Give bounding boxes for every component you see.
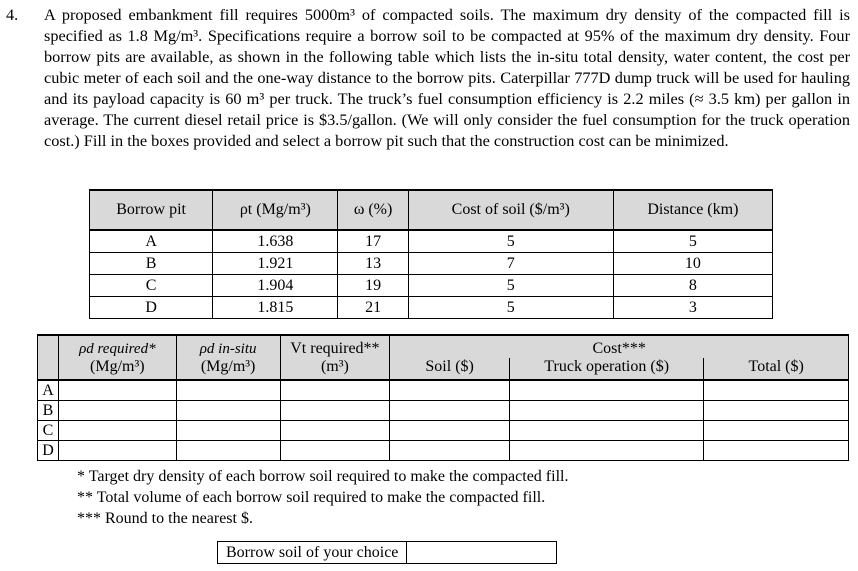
rho-required-label: ρd required* <box>79 340 156 357</box>
pit-name: B <box>90 253 213 275</box>
answer-table-header <box>38 335 849 358</box>
row-label: C <box>38 421 59 441</box>
table-row <box>38 401 849 421</box>
header-truck-operation: Truck operation ($) <box>509 358 703 380</box>
total-density: 1.638 <box>213 230 338 253</box>
rho-insitu-cell[interactable] <box>176 401 280 421</box>
water-content: 21 <box>338 297 408 319</box>
table-row <box>38 421 849 441</box>
table-row <box>38 441 849 461</box>
soil-cost: 5 <box>408 230 613 253</box>
rho-insitu-cell[interactable] <box>176 421 280 441</box>
water-content: 17 <box>338 230 408 253</box>
choice-answer-cell[interactable] <box>407 542 557 564</box>
choice-label: Borrow soil of your choice <box>218 542 407 564</box>
row-label: B <box>38 401 59 421</box>
soil-cost: 5 <box>408 297 613 319</box>
soil-cost-cell[interactable] <box>390 401 510 421</box>
choice-box <box>217 541 557 564</box>
header-total: Total ($) <box>704 358 849 380</box>
header-distance: Distance (km) <box>613 190 772 230</box>
truck-cost-cell[interactable] <box>509 380 703 401</box>
total-cost-cell[interactable] <box>704 441 849 461</box>
footnote-1: * Target dry density of each borrow soil required to make the compacted fill. <box>77 468 569 485</box>
rho-insitu-label: ρd in-situ <box>199 340 257 357</box>
total-cost-cell[interactable] <box>704 380 849 401</box>
truck-cost-cell[interactable] <box>509 401 703 421</box>
rho-required-cell[interactable] <box>58 401 176 421</box>
total-density: 1.921 <box>213 253 338 275</box>
pit-name: A <box>90 230 213 253</box>
header-total-density: ρt (Mg/m³) <box>213 190 338 230</box>
header-soil-cost: Soil ($) <box>390 358 510 380</box>
truck-cost-cell[interactable] <box>509 441 703 461</box>
table-row <box>90 230 773 253</box>
soil-cost: 7 <box>408 253 613 275</box>
soil-cost-cell[interactable] <box>390 421 510 441</box>
header-rho-insitu <box>176 335 280 380</box>
answer-table <box>37 334 849 461</box>
table-row <box>90 253 773 275</box>
v-required-label: Vt required** <box>290 339 380 357</box>
total-cost-cell[interactable] <box>704 401 849 421</box>
footnotes <box>77 466 568 529</box>
soil-cost: 5 <box>408 275 613 297</box>
v-required-cell[interactable] <box>280 401 390 421</box>
header-rho-required <box>58 335 176 380</box>
v-required-cell[interactable] <box>280 421 390 441</box>
borrow-table-header <box>90 190 773 230</box>
row-label: A <box>38 380 59 401</box>
pit-name: D <box>90 297 213 319</box>
soil-cost-cell[interactable] <box>390 380 510 401</box>
v-required-unit: (m³) <box>320 357 349 375</box>
table-row <box>38 380 849 401</box>
rho-required-cell[interactable] <box>58 421 176 441</box>
v-required-cell[interactable] <box>280 441 390 461</box>
total-cost-cell[interactable] <box>704 421 849 441</box>
distance: 8 <box>613 275 772 297</box>
header-blank <box>38 335 59 380</box>
header-v-required <box>280 335 390 380</box>
header-borrow-pit: Borrow pit <box>90 190 213 230</box>
problem-number: 4. <box>6 5 19 24</box>
truck-cost-cell[interactable] <box>509 421 703 441</box>
distance: 3 <box>613 297 772 319</box>
row-label: D <box>38 441 59 461</box>
table-row <box>90 275 773 297</box>
pit-name: C <box>90 275 213 297</box>
header-cost: Cost*** <box>390 335 849 358</box>
total-density: 1.904 <box>213 275 338 297</box>
rho-insitu-cell[interactable] <box>176 380 280 401</box>
rho-insitu-cell[interactable] <box>176 441 280 461</box>
table-row <box>90 297 773 319</box>
footnote-3: *** Round to the nearest $. <box>77 510 253 527</box>
v-required-cell[interactable] <box>280 380 390 401</box>
rho-required-cell[interactable] <box>58 441 176 461</box>
soil-cost-cell[interactable] <box>390 441 510 461</box>
header-cost-of-soil: Cost of soil ($/m³) <box>408 190 613 230</box>
problem-text: A proposed embankment fill requires 5000m³ of compacted soils. The maximum dry density of the compacted fill is specified as 1.8 Mg/m³. Specifications require a borrow soil to be compacted at 95% of the maximum dry density. Four borrow pits are available, as shown in the following table which lists the in-situ total density, water content, the cost per cubic meter of each soil and the one-way distance to the borrow pits. Caterpillar 777D dump truck will be used for hauling and its payload capacity is 60 m³ per truck. The truck’s fuel consumption efficiency is 2.2 miles (≈ 3.5 km) per gallon in average. The current diesel retail price is $3.5/gallon. (We will only consider the fuel consumption for the truck operation cost.) Fill in the boxes provided and select a borrow pit such that the construction cost can be minimized. <box>44 5 850 150</box>
water-content: 19 <box>338 275 408 297</box>
rho-required-unit: (Mg/m³) <box>90 357 145 375</box>
header-water-content: ω (%) <box>338 190 408 230</box>
rho-required-cell[interactable] <box>58 380 176 401</box>
distance: 5 <box>613 230 772 253</box>
borrow-pit-table <box>89 189 773 319</box>
total-density: 1.815 <box>213 297 338 319</box>
rho-insitu-unit: (Mg/m³) <box>200 357 256 375</box>
footnote-2: ** Total volume of each borrow soil required to make the compacted fill. <box>77 489 546 506</box>
distance: 10 <box>613 253 772 275</box>
water-content: 13 <box>338 253 408 275</box>
problem-statement <box>6 4 850 151</box>
